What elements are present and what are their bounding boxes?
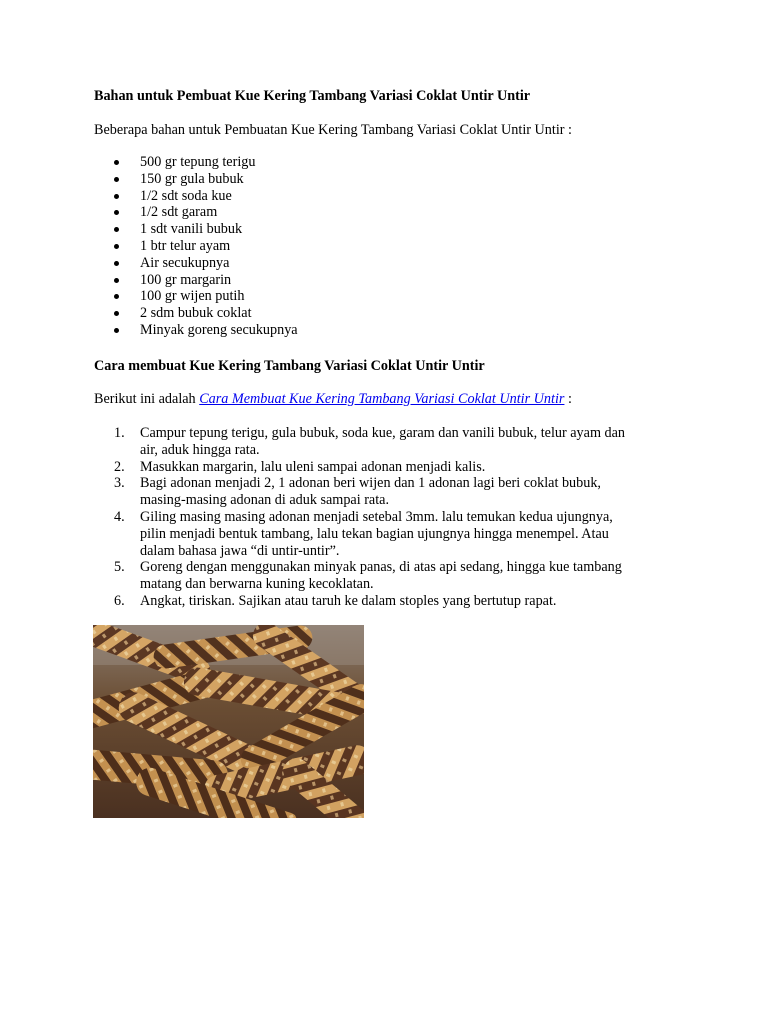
bullet-icon xyxy=(114,311,119,316)
list-item: Air secukupnya xyxy=(94,255,298,272)
ingredients-heading: Bahan untuk Pembuat Kue Kering Tambang Variasi Coklat Untir Untir xyxy=(94,88,531,104)
list-item: 150 gr gula bubuk xyxy=(94,171,298,188)
list-item: 1/2 sdt garam xyxy=(94,204,298,221)
bullet-icon xyxy=(114,278,119,283)
list-item: 1/2 sdt soda kue xyxy=(94,188,298,205)
list-item: 2. Masukkan margarin, lalu uleni sampai adonan menjadi kalis. xyxy=(114,458,486,475)
bullet-icon xyxy=(114,244,119,249)
bullet-icon xyxy=(114,261,119,266)
list-item: 5. Goreng dengan menggunakan minyak panas, di atas api sedang, hingga kue tambang matang dan berwarna kuning kecoklatan. xyxy=(114,559,622,593)
list-item: 1. Campur tepung terigu, gula bubuk, soda kue, garam dan vanili bubuk, telur ayam dan air, aduk hingga rata. xyxy=(114,425,626,458)
list-item: 3. Bagi adonan menjadi 2, 1 adonan beri wijen dan 1 adonan lagi beri coklat bubuk, masing-masing adonan di aduk sampai rata. xyxy=(114,475,601,509)
recipe-link[interactable]: Cara Membuat Kue Kering Tambang Variasi Coklat Untir Untir xyxy=(199,391,565,407)
list-item: 1 sdt vanili bubuk xyxy=(94,221,298,238)
list-item: 4. Giling masing masing adonan menjadi setebal 3mm. lalu temukan kedua ujungnya, pilin menjadi bentuk tambang, lalu tekan bagian ujungnya hingga menempel. Atau dalam bahasa jawa “di untir-untir”. xyxy=(114,508,613,559)
bullet-icon xyxy=(114,160,119,165)
list-item: 100 gr wijen putih xyxy=(94,288,298,305)
steps-list xyxy=(94,425,684,610)
bullet-icon xyxy=(114,294,119,299)
bullet-icon xyxy=(114,194,119,199)
list-item: 1 btr telur ayam xyxy=(94,238,298,255)
method-intro: Berikut ini adalah Cara Membuat Kue Kering Tambang Variasi Coklat Untir Untir : xyxy=(94,391,572,407)
ingredients-intro: Beberapa bahan untuk Pembuatan Kue Kering Tambang Variasi Coklat Untir Untir : xyxy=(94,122,572,138)
list-item: 2 sdm bubuk coklat xyxy=(94,305,298,322)
bullet-icon xyxy=(114,328,119,333)
twisted-cookies-image xyxy=(93,625,364,818)
bullet-icon xyxy=(114,210,119,215)
bullet-icon xyxy=(114,227,119,232)
method-heading: Cara membuat Kue Kering Tambang Variasi Coklat Untir Untir xyxy=(94,358,485,374)
list-item: 500 gr tepung terigu xyxy=(94,154,298,171)
list-item: Minyak goreng secukupnya xyxy=(94,322,298,339)
bullet-icon xyxy=(114,177,119,182)
ingredients-list xyxy=(94,154,298,339)
list-item: 100 gr margarin xyxy=(94,272,298,289)
list-item: 6. Angkat, tiriskan. Sajikan atau taruh ke dalam stoples yang bertutup rapat. xyxy=(114,592,557,609)
cookie-photo xyxy=(93,625,364,818)
